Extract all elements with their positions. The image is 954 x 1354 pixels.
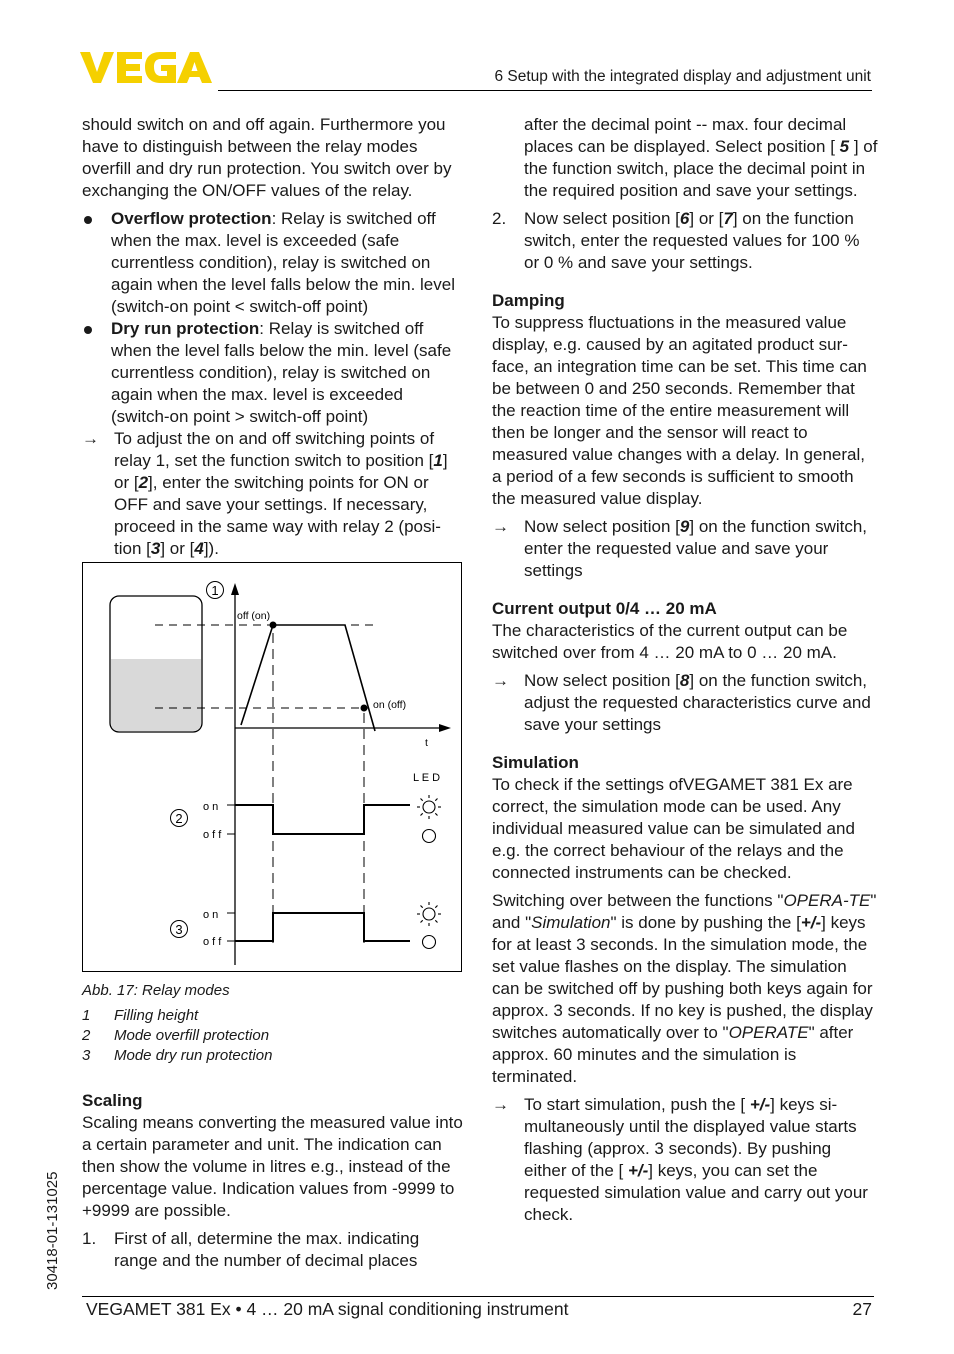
page-number: 27 xyxy=(852,1299,872,1319)
arrow-icon: → xyxy=(492,517,509,536)
bullet-title: Dry run protection xyxy=(111,319,260,338)
simulation-instruction: → To start simulation, push the [ +/-] keys si-multaneously until the displayed value starts flashing (approx. 3 seconds). By pushing either of the [ +/-] keys, you can set the requested simulation value and carry out your check. xyxy=(492,1095,868,1224)
bullet-icon xyxy=(84,216,92,224)
legend-item: 2 Mode overfill protection xyxy=(82,1027,270,1044)
position-7: 7 xyxy=(723,209,733,228)
bullet-title: Overflow protection xyxy=(111,209,272,228)
dry-run-relay-signal xyxy=(235,913,410,941)
arrow-icon: → xyxy=(492,671,509,690)
damping-heading: Damping xyxy=(492,291,565,310)
off-label: o f f xyxy=(203,829,222,841)
bullet-overflow-protection xyxy=(82,208,466,318)
damping-paragraph: To suppress fluctuations in the measured value display, e.g. caused by an agitated product sur-face, an integration time can be set. This time can be between 0 and 250 seconds. Remember that the reaction time of the entire measurement will then be longer and the sensor will react to measured value changes with a delay. In general, a period of a few seconds is sufficient to smooth the measured value display. xyxy=(492,313,867,508)
position-9: 9 xyxy=(679,517,690,536)
arrow-instruction-relay: → To adjust the on and off switching points of relay 1, set the function switch to position [1] or [2], enter the switching points for ON or OFF and save your settings. If necessary, proceed in the same way with relay 2 (posi-tion [3] or [4]). xyxy=(82,429,448,558)
overfill-relay-signal xyxy=(235,805,410,834)
position-4: 4 xyxy=(194,539,204,558)
on-label: o n xyxy=(203,909,219,921)
bullet-dry-run-protection xyxy=(82,318,466,428)
header-rule xyxy=(218,90,872,91)
arrow-icon: → xyxy=(492,1095,509,1114)
position-1: 1 xyxy=(433,451,443,470)
led-on-icon xyxy=(417,795,441,819)
led-on-icon xyxy=(417,902,441,926)
tank-fill xyxy=(111,659,201,731)
position-2: 2 xyxy=(138,473,149,492)
footer-title: VEGAMET 381 Ex • 4 … 20 mA signal conditioning instrument xyxy=(86,1299,569,1319)
simulation-paragraph-2: Switching over between the functions "OPERA-TE" and "Simulation" is done by pushing the [+/-] keys for at least 3 seconds. In the simulation mode, the set value flashes on the display. The simulation can be switched off by pushing both keys again for approx. 3 seconds. If no key is pushed, the display switches automatically over to "OPERATE" after approx. 60 minutes and the simulation is terminated. xyxy=(492,891,877,1086)
marker-2: 2 xyxy=(175,811,183,826)
switch-on-point xyxy=(361,705,368,712)
right-column xyxy=(492,114,878,1226)
position-5: 5 xyxy=(839,137,850,156)
level-curve xyxy=(241,625,375,731)
position-8: 8 xyxy=(679,671,690,690)
scaling-heading: Scaling xyxy=(82,1091,143,1110)
marker-1: 1 xyxy=(211,583,219,598)
document-code: 30418-01-131025 xyxy=(44,1171,61,1290)
current-output-instruction: → Now select position [8] on the function switch, adjust the requested characteristics curve and save your settings xyxy=(492,671,871,734)
relay-modes-diagram xyxy=(83,563,463,973)
t-axis-arrow xyxy=(439,724,451,732)
legend-item: 1 Filling height xyxy=(82,1007,199,1024)
position-6: 6 xyxy=(679,209,690,228)
simulation-heading: Simulation xyxy=(492,753,579,772)
current-output-paragraph: The characteristics of the current output can be switched over from 4 … 20 mA to 0 … 20 mA. xyxy=(492,621,848,662)
led-off-icon xyxy=(423,830,436,843)
bullet-text: : Relay is switched off when the level falls below the min. level (safe currentless condition), relay is switched on again when the max. level is exceeded (switch-on point > switch-off point) xyxy=(111,319,452,426)
arrow-icon: → xyxy=(82,429,99,448)
t-label: t xyxy=(425,737,428,749)
footer-rule xyxy=(82,1296,874,1297)
switch-off-point xyxy=(270,622,277,629)
relay-modes-figure xyxy=(82,562,462,972)
left-column xyxy=(82,114,466,560)
off-label: o f f xyxy=(203,936,222,948)
vega-logo xyxy=(80,50,212,84)
scaling-step-1-continued: after the decimal point -- max. four decimal places can be displayed. Select position [ 5 ] of the function switch, place the decimal point in the required position and save your settings. xyxy=(524,115,878,200)
damping-instruction: → Now select position [9] on the function switch, enter the requested value and save your settings xyxy=(492,517,868,580)
position-3: 3 xyxy=(150,539,161,558)
legend-item: 3 Mode dry run protection xyxy=(82,1047,273,1064)
marker-3: 3 xyxy=(175,922,183,937)
led-off-icon xyxy=(423,936,436,949)
current-output-heading: Current output 0/4 … 20 mA xyxy=(492,599,717,618)
bullet-icon xyxy=(84,326,92,334)
on-label: o n xyxy=(203,801,219,813)
figure-legend xyxy=(82,1006,272,1066)
scaling-step-2: 2. Now select position [6] or [7] on the function switch, enter the requested values for 100 % or 0 % and save your settings. xyxy=(492,209,860,272)
bullet-text: : Relay is switched off when the max. level is exceeded (safe currentless condition), relay is switched on again when the level falls below the min. level (switch-on point < switch-off point) xyxy=(111,209,455,316)
scaling-paragraph: Scaling means converting the measured value into a certain parameter and unit. The indication can then show the volume in litres e.g., instead of the percentage value. Indication values from -9999 to +9999 are possible. xyxy=(82,1113,463,1220)
scaling-step-1: 1. First of all, determine the max. indicating range and the number of decimal places xyxy=(82,1229,420,1270)
header-section-title: 6 Setup with the integrated display and adjustment unit xyxy=(494,68,871,85)
y-axis-arrow xyxy=(231,583,239,595)
simulation-paragraph-1: To check if the settings ofVEGAMET 381 Ex are correct, the simulation mode can be used. Any individual measured value can be simulated and e.g. the correct behaviour of the relays and the connected instruments can be checked. xyxy=(492,775,855,882)
off-on-label: off (on) xyxy=(237,610,271,622)
led-label: L E D xyxy=(413,772,441,784)
intro-paragraph: should switch on and off again. Furthermore you have to distinguish between the relay modes overfill and dry run protection. You switch over by exchanging the ON/OFF values of the relay. xyxy=(82,115,452,200)
scaling-section xyxy=(82,1090,466,1272)
figure-caption: Abb. 17: Relay modes xyxy=(82,982,230,999)
on-off-label: on (off) xyxy=(373,699,407,711)
